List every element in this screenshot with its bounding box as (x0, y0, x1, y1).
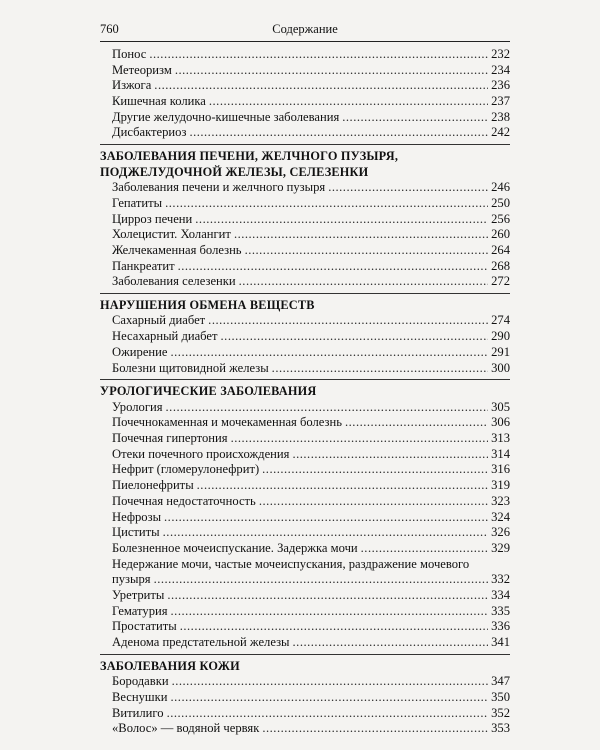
toc-entry-title: Бородавки (112, 674, 169, 689)
toc-entry (100, 259, 510, 275)
toc-entry-title: Отеки почечного происхождения (112, 446, 290, 461)
leader-dots (166, 400, 489, 416)
toc-entry-page: 313 (491, 431, 510, 446)
leader-dots (293, 635, 489, 651)
toc-entry (100, 721, 510, 737)
toc-entry (100, 604, 510, 620)
toc-entry-page: 268 (491, 258, 510, 273)
toc-entry-title: Аденома предстательной железы (112, 635, 290, 650)
toc-entry-page: 352 (491, 705, 510, 720)
leader-dots (171, 345, 489, 361)
toc-entry-page: 234 (491, 62, 510, 77)
toc-entry-title: Болезни щитовидной железы (112, 360, 269, 375)
toc-entry-title: Несахарный диабет (112, 329, 218, 344)
toc-entry-page: 324 (491, 509, 510, 524)
toc-entry (100, 110, 510, 126)
leader-dots (165, 196, 488, 212)
toc-entry (100, 541, 510, 557)
toc-entry (100, 706, 510, 722)
toc-entry-title: Заболевания селезенки (112, 274, 236, 289)
leader-dots (231, 431, 489, 447)
toc-entry (100, 212, 510, 228)
leader-dots (180, 619, 488, 635)
section-divider (100, 293, 510, 294)
toc-entry-page: 350 (491, 689, 510, 704)
toc-entry-title: Гематурия (112, 603, 168, 618)
toc-entry-title: Почечная гипертония (112, 431, 228, 446)
leader-dots (361, 541, 488, 557)
toc-entry (100, 690, 510, 706)
leader-dots (189, 125, 488, 141)
toc-entry-page: 260 (491, 227, 510, 242)
toc-entry (100, 196, 510, 212)
leader-dots (272, 361, 488, 377)
toc-entry-title: Цирроз печени (112, 211, 193, 226)
leader-dots (164, 510, 488, 526)
toc-entry (100, 525, 510, 541)
toc-entry-page: 341 (491, 635, 510, 650)
toc-entry (100, 329, 510, 345)
section-divider (100, 144, 510, 145)
toc-entry-title: Холецистит. Холангит (112, 227, 231, 242)
leader-dots (178, 259, 489, 275)
toc-entry-title: Циститы (112, 525, 160, 540)
toc-entry (100, 361, 510, 377)
leader-dots (262, 721, 488, 737)
toc-entry (100, 588, 510, 604)
toc-entry-title: Ожирение (112, 344, 168, 359)
toc-entry (100, 447, 510, 463)
leader-dots (167, 706, 489, 722)
section-divider (100, 654, 510, 655)
toc-entry (100, 345, 510, 361)
toc-entry-page: 236 (491, 78, 510, 93)
toc-entry-page: 353 (491, 721, 510, 736)
toc-entry-page: 237 (491, 94, 510, 109)
leader-dots (171, 690, 489, 706)
section-title: ЗАБОЛЕВАНИЯ КОЖИ (100, 658, 240, 673)
toc-entry (100, 431, 510, 447)
leader-dots (221, 329, 489, 345)
toc-entry-title: Витилиго (112, 705, 164, 720)
toc-entry-page: 242 (491, 125, 510, 140)
toc-entry-title: Сахарный диабет (112, 313, 206, 328)
toc-entry-title: Заболевания печени и желчного пузыря (112, 180, 326, 195)
toc-entry-page: 329 (491, 540, 510, 555)
leader-dots (245, 243, 489, 259)
leader-dots (345, 415, 488, 431)
section-title: НАРУШЕНИЯ ОБМЕНА ВЕЩЕСТВ (100, 297, 315, 312)
toc-entry-page: 306 (491, 415, 510, 430)
toc-entry (100, 415, 510, 431)
toc-entry (100, 635, 510, 651)
toc-entry-title: Изжога (112, 78, 152, 93)
toc-entry (100, 510, 510, 526)
toc-entry-title: Болезненное мочеиспускание. Задержка мочи (112, 540, 358, 555)
toc-entry-title-line2: пузыря (112, 572, 151, 587)
toc-entry (100, 313, 510, 329)
toc-entry-page: 335 (491, 603, 510, 618)
toc-entry-title: Желчекаменная болезнь (112, 242, 242, 257)
leader-dots (259, 494, 488, 510)
toc-entry-page: 232 (491, 47, 510, 61)
section-title: ПОДЖЕЛУДОЧНОЙ ЖЕЛЕЗЫ, СЕЛЕЗЕНКИ (100, 164, 369, 179)
toc-entry-title: Гепатиты (112, 195, 163, 210)
toc-entry-title: Нефрозы (112, 509, 162, 524)
leader-dots (292, 447, 488, 463)
toc-entry-page: 336 (491, 619, 510, 634)
toc-entry (100, 227, 510, 243)
toc-entry (100, 180, 510, 196)
toc-entry-page: 300 (491, 360, 510, 375)
header-rule (100, 41, 510, 42)
toc-entry-title: Метеоризм (112, 62, 172, 77)
toc-entry (100, 674, 510, 690)
toc-entry (100, 400, 510, 416)
leader-dots (239, 274, 488, 290)
leader-dots (342, 110, 488, 126)
toc-entry-page: 347 (491, 674, 510, 689)
toc-entry-page: 314 (491, 446, 510, 461)
toc-entry-page: 316 (491, 462, 510, 477)
leader-dots (163, 525, 488, 541)
toc-entry-title: «Волос» — водяной червяк (112, 721, 260, 736)
toc-entry-page: 332 (491, 572, 510, 587)
toc-entry (100, 78, 510, 94)
leader-dots (195, 212, 488, 228)
toc-entry-page: 305 (491, 399, 510, 414)
toc-entry-title: Кишечная колика (112, 94, 206, 109)
toc-entry-title: Уретриты (112, 587, 165, 602)
toc-entry (100, 125, 510, 141)
page-header (100, 22, 510, 38)
leader-dots (154, 572, 489, 588)
leader-dots (171, 604, 489, 620)
toc-entry (100, 63, 510, 79)
toc-entry-page: 290 (491, 329, 510, 344)
leader-dots (172, 674, 489, 690)
toc-entry-title-line1: Недержание мочи, частые мочеиспускания, раздражение мочевого (112, 556, 470, 571)
toc-entry (100, 274, 510, 290)
toc-entry-page: 246 (491, 180, 510, 195)
section-divider (100, 379, 510, 380)
toc-entry-title: Почечнокаменная и мочекаменная болезнь (112, 415, 342, 430)
leader-dots (154, 78, 488, 94)
toc-entry (100, 619, 510, 635)
toc-entry-page: 238 (491, 109, 510, 124)
page-number: 760 (100, 22, 119, 36)
toc-entry-title: Веснушки (112, 689, 168, 704)
toc-entry-title: Нефрит (гломерулонефрит) (112, 462, 260, 477)
toc-entry (100, 557, 510, 588)
leader-dots (197, 478, 488, 494)
toc-entry-title: Панкреатит (112, 258, 175, 273)
toc-entry (100, 243, 510, 259)
leader-dots (149, 47, 488, 63)
leader-dots (209, 94, 488, 110)
leader-dots (167, 588, 488, 604)
leader-dots (208, 313, 488, 329)
toc-entry-title: Почечная недостаточность (112, 493, 256, 508)
toc-entry-page: 274 (491, 313, 510, 328)
section-title: УРОЛОГИЧЕСКИЕ ЗАБОЛЕВАНИЯ (100, 384, 317, 399)
toc-entry (100, 494, 510, 510)
toc-entry-page: 291 (491, 344, 510, 359)
toc-entry-page: 272 (491, 274, 510, 289)
toc-entry (100, 47, 510, 63)
toc-entry-title: Другие желудочно-кишечные заболевания (112, 109, 340, 124)
table-of-contents (100, 47, 510, 737)
toc-entry-page: 326 (491, 525, 510, 540)
toc-entry-page: 256 (491, 211, 510, 226)
toc-entry (100, 94, 510, 110)
toc-entry-page: 250 (491, 195, 510, 210)
leader-dots (234, 227, 488, 243)
toc-entry-page: 264 (491, 242, 510, 257)
toc-entry-title: Урология (112, 399, 163, 414)
leader-dots (262, 462, 488, 478)
running-title: Содержание (272, 22, 338, 36)
toc-entry-title: Простатиты (112, 619, 177, 634)
toc-entry-page: 319 (491, 478, 510, 493)
toc-entry-page: 334 (491, 587, 510, 602)
leader-dots (175, 63, 488, 79)
toc-entry-title: Пиелонефриты (112, 478, 194, 493)
leader-dots (328, 180, 488, 196)
toc-entry-title: Понос (112, 47, 147, 61)
toc-entry-title: Дисбактериоз (112, 125, 187, 140)
toc-entry (100, 462, 510, 478)
toc-entry (100, 478, 510, 494)
section-title: ЗАБОЛЕВАНИЯ ПЕЧЕНИ, ЖЕЛЧНОГО ПУЗЫРЯ, (100, 149, 399, 164)
toc-entry-page: 323 (491, 493, 510, 508)
